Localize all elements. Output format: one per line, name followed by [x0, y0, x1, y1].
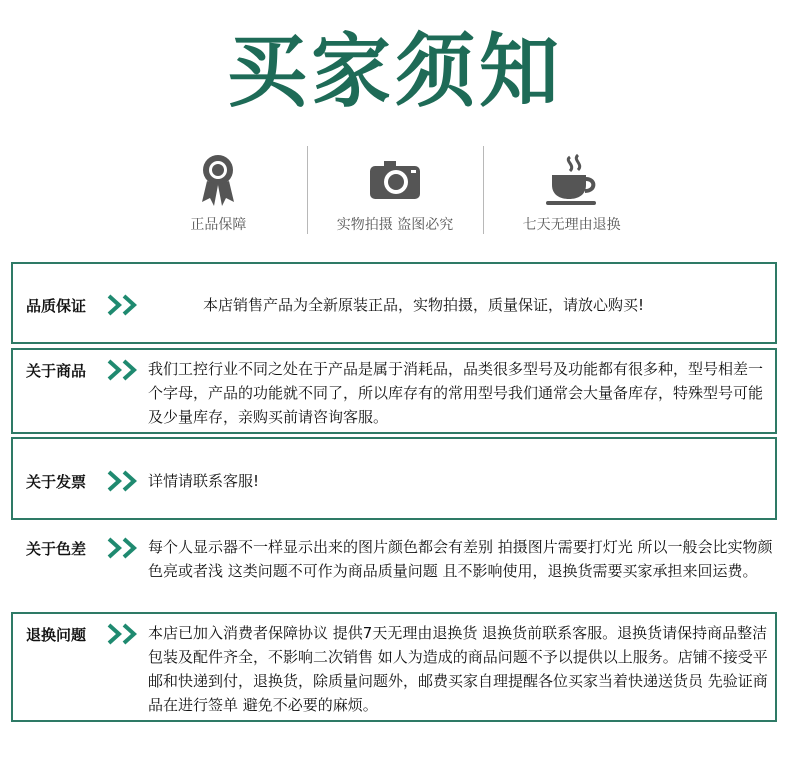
award-ribbon-icon [198, 150, 238, 210]
section-label: 品质保证 [26, 297, 87, 315]
section-label: 退换问题 [26, 626, 87, 644]
chevron-right-icon [106, 294, 142, 316]
section-returns [11, 612, 777, 722]
section-invoice [11, 437, 777, 520]
section-text: 本店已加入消费者保障协议 提供7天无理由退换货 退换货前联系客服。退换货请保持商品整洁包装及配件齐全，不影响二次销售 如人为造成的商品问题不予以提供以上服务。店铺不接受平邮和快递到付，退换货，除质量问题外，邮费买家自理提醒各位买家当着快递送货员 先验证商品在进行签单 避免不必要的麻烦。 [148, 624, 768, 714]
feature-real-photo [307, 142, 484, 237]
chevron-right-icon [106, 470, 142, 492]
chevron-right-icon [106, 623, 142, 645]
section-label: 关于发票 [26, 473, 87, 491]
feature-seven-day-return [483, 142, 660, 237]
section-quality [11, 262, 777, 344]
chevron-right-icon [106, 537, 142, 559]
chevron-right-icon [106, 359, 142, 381]
feature-label: 实物拍摄 盗图必究 [336, 217, 454, 233]
section-text: 我们工控行业不同之处在于产品是属于消耗品，品类很多型号及功能都有很多种，型号相差一个字母，产品的功能就不同了，所以库存有的常用型号我们通常会大量备库存，特殊型号可能及少量库存，亲购买前请咨询客服。 [148, 360, 764, 426]
feature-strip [130, 142, 660, 237]
section-product [11, 348, 777, 434]
section-text: 详情请联系客服! [148, 472, 260, 490]
feature-label: 正品保障 [190, 217, 247, 233]
section-text: 本店销售产品为全新原装正品，实物拍摄，质量保证，请放心购买! [203, 296, 645, 314]
section-text: 每个人显示器不一样显示出来的图片颜色都会有差别 拍摄图片需要打灯光 所以一般会比实物颜色亮或者浅 这类问题不可作为商品质量问题 且不影响使用，退换货需要买家承担来回运费。 [148, 538, 773, 580]
feature-genuine [130, 142, 307, 237]
feature-label: 七天无理由退换 [522, 217, 621, 233]
section-label: 关于色差 [26, 540, 87, 558]
coffee-cup-icon [544, 150, 600, 210]
section-color-difference [11, 524, 777, 610]
section-label: 关于商品 [26, 362, 87, 380]
page-title: 买家须知 [227, 25, 563, 118]
camera-icon [368, 150, 422, 210]
